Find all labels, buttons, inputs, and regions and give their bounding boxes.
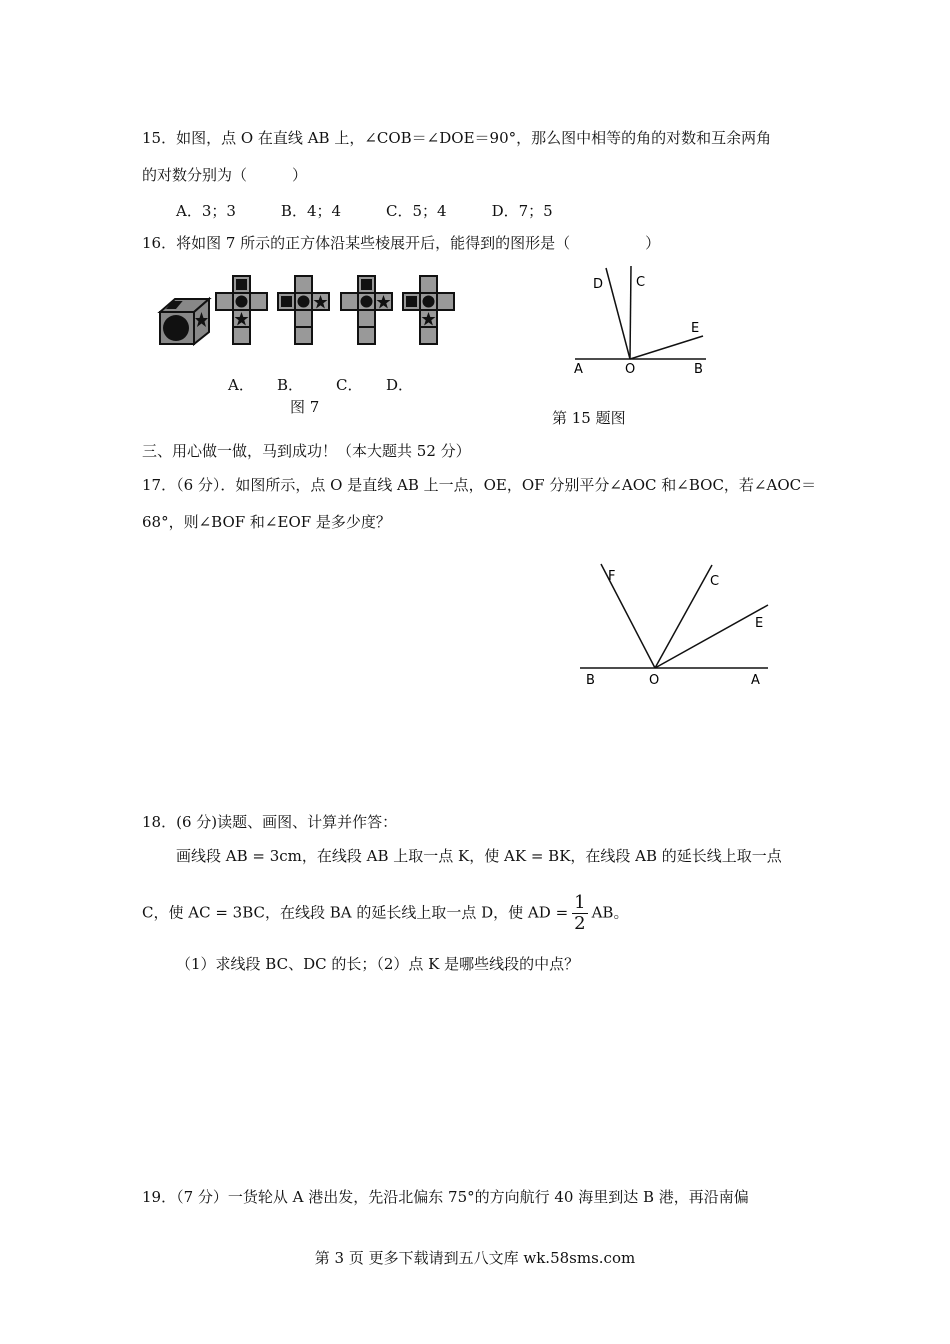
q15-options: A．3；3 B．4；4 C．5；4 D．7；5 xyxy=(176,202,553,220)
q16-option-b: B． xyxy=(277,376,304,394)
fig15-label-a: A xyxy=(574,362,583,377)
q17-label-o: O xyxy=(649,673,660,688)
q17-line2: 68°，则∠BOF 和∠EOF 是多少度？ xyxy=(142,513,391,531)
q17-label-a: A xyxy=(751,673,760,688)
q16-option-c: C． xyxy=(336,376,363,394)
net-a xyxy=(216,276,267,344)
fig15-label-o: O xyxy=(625,362,636,377)
fig15-label-c: C xyxy=(636,275,646,290)
net-d xyxy=(403,276,454,344)
q17-label-f: F xyxy=(608,569,616,584)
q17-label-b: B xyxy=(586,673,595,688)
q16-line1: 16．将如图 7 所示的正方体沿某些棱展开后，能得到的图形是（ ） xyxy=(142,234,661,252)
q18-line3-prefix: C，使 AC = 3BC，在线段 BA 的延长线上取一点 D，使 AD = xyxy=(142,903,569,922)
q16-option-d: D． xyxy=(386,376,414,394)
fraction-denominator: 2 xyxy=(574,913,586,934)
net-b xyxy=(278,276,329,344)
q19-line1: 19．（7 分）一货轮从 A 港出发，先沿北偏东 75°的方向航行 40 海里到达 B 港，再沿南偏 xyxy=(142,1188,749,1206)
fig15-label-b: B xyxy=(694,362,703,377)
q18-line1: 18．(6 分)读题、画图、计算并作答： xyxy=(142,813,398,831)
fig15-caption: 第 15 题图 xyxy=(552,409,626,427)
fig15-label-d: D xyxy=(593,277,604,292)
cube-icon xyxy=(160,299,209,344)
one-half-fraction xyxy=(572,893,587,934)
fig15-diagram xyxy=(565,260,725,380)
q17-line1: 17．（6 分）．如图所示，点 O 是直线 AB 上一点，OE，OF 分别平分∠AOC 和∠BOC，若∠AOC＝ xyxy=(142,476,817,494)
net-c xyxy=(341,276,392,344)
q17-label-e: E xyxy=(755,616,764,631)
fraction-numerator: 1 xyxy=(574,892,586,913)
fig7-caption: 图 7 xyxy=(290,398,320,416)
q18-line2: 画线段 AB = 3cm，在线段 AB 上取一点 K，使 AK = BK，在线段 AB 的延长线上取一点 xyxy=(176,847,782,865)
q16-option-a: A． xyxy=(228,376,254,394)
section3-heading: 三、用心做一做，马到成功！（本大题共 52 分） xyxy=(142,442,471,460)
q15-line2: 的对数分别为（ ） xyxy=(142,166,308,184)
q17-diagram xyxy=(575,560,775,690)
cube-nets-figure xyxy=(155,272,460,352)
q18-line3 xyxy=(142,893,628,934)
q18-line3-suffix: AB。 xyxy=(591,903,629,922)
fig15-label-e: E xyxy=(691,321,700,336)
q18-line4: （1）求线段 BC、DC 的长；（2）点 K 是哪些线段的中点？ xyxy=(176,955,580,973)
q17-label-c: C xyxy=(710,574,720,589)
q15-line1: 15．如图，点 O 在直线 AB 上，∠COB＝∠DOE＝90°，那么图中相等的角的对数和互余两角 xyxy=(142,129,772,147)
page-footer: 第 3 页 更多下载请到五八文库 wk.58sms.com xyxy=(314,1249,636,1267)
